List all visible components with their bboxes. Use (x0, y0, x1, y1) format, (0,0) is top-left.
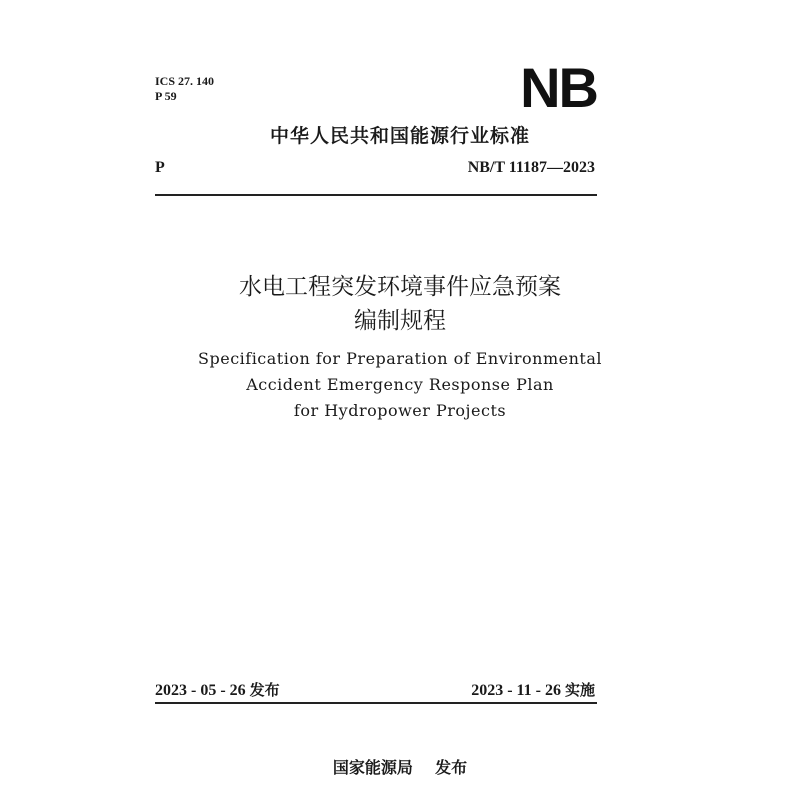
classification-code: P 59 (155, 89, 177, 103)
title-cn-line2: 编制规程 (354, 308, 446, 334)
standard-number: NB/T 11187—2023 (467, 159, 595, 176)
publisher-line (0, 758, 800, 778)
title-en-line3: for Hydropower Projects (293, 401, 507, 420)
side-class-code: P (155, 159, 165, 176)
publisher-name: 国家能源局 (332, 758, 413, 777)
top-divider (155, 194, 597, 196)
issue-label: 发布 (249, 681, 280, 699)
title-cn-line1: 水电工程突发环境事件应急预案 (239, 274, 561, 300)
ics-block (155, 74, 214, 104)
effective-date: 2023 - 11 - 26 (471, 682, 561, 699)
ics-code: ICS 27. 140 (155, 74, 215, 88)
standard-category: 中华人民共和国能源行业标准 (269, 125, 530, 147)
issue-date: 2023 - 05 - 26 (155, 682, 246, 699)
effective-label: 实施 (564, 681, 595, 699)
title-en-line2: Accident Emergency Response Plan (246, 375, 554, 394)
issue-date-block (155, 680, 280, 701)
bottom-divider (155, 702, 597, 704)
effective-date-block (471, 680, 595, 701)
title-en-line1: Specification for Preparation of Environmental (198, 349, 602, 368)
title-en (0, 346, 800, 424)
nb-logo: NB (520, 56, 597, 119)
publisher-action: 发布 (435, 758, 468, 777)
